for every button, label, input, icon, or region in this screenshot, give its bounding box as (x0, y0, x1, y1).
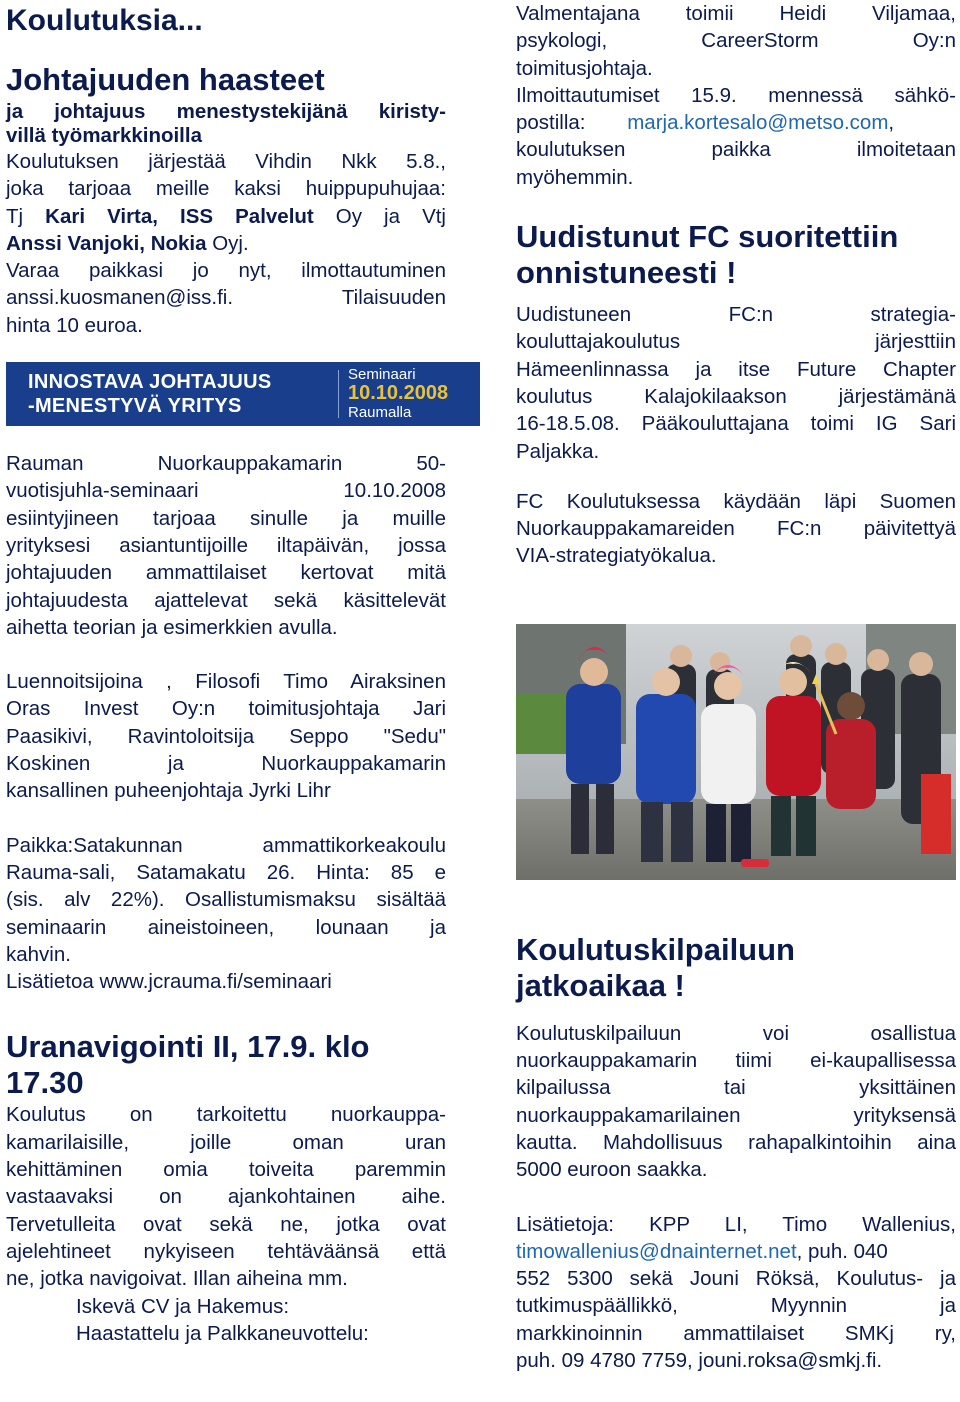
text-line: Ilmoittautumiset 15.9. mennessä sähkö- (516, 83, 956, 107)
text-line: Paikka:Satakunnan ammattikorkeakoulu (6, 833, 446, 857)
text-line: Koulutus on tarkoitettu nuorkauppa- (6, 1103, 446, 1127)
text-line: Koulutuksen järjestää Vihdin Nkk 5.8., (6, 150, 446, 173)
text-line: 16-18.5.08. Pääkouluttajana toimi IG Sari (516, 412, 956, 436)
text-line: toimitusjohtaja. (516, 56, 653, 80)
text-line (6, 203, 446, 230)
text-line: ajelehtineet nykyiseen tehtäväänsä että (6, 1239, 446, 1263)
text-line: puh. 09 4780 7759, jouni.roksa@smkj.fi. (516, 1349, 883, 1373)
title-line: 17.30 (6, 1065, 84, 1101)
text-line (516, 109, 956, 136)
text-line (516, 1238, 956, 1265)
banner-date: 10.10.2008 (348, 382, 449, 405)
banner-place: Raumalla (348, 404, 412, 422)
fc-paragraph (516, 301, 956, 465)
text-line (6, 230, 446, 257)
group-photo (516, 624, 956, 880)
text-line: Valmentajana toimii Heidi Viljamaa, (516, 2, 956, 25)
text-line: Uudistuneen FC:n strategia- (516, 303, 956, 327)
title-line: jatkoaikaa ! (516, 967, 685, 1003)
title-line: Uudistunut FC suoritettiin (516, 219, 899, 255)
subtitle-line: villä työmarkkinoilla (6, 124, 202, 147)
text-line: kouluttajakoulutus järjesttiin (516, 330, 956, 354)
seminar-paragraph (6, 450, 446, 641)
left-column (6, 0, 449, 1347)
speaker-name: Kari Virta, ISS Palvelut (45, 204, 314, 228)
text-line: markkinoinnin ammattilaiset SMKj ry, (516, 1321, 956, 1345)
banner-side-label: Seminaari (348, 366, 416, 384)
text-line: kamarilaisille, joille oman uran (6, 1130, 446, 1154)
text-line: seminaarin aineistoineen, lounaan ja (6, 915, 446, 939)
text-line: nuorkauppakamarin tiimi ei-kaupallisessa (516, 1049, 956, 1073)
text-line (6, 284, 446, 311)
fc-paragraph-2 (516, 488, 956, 570)
contact-paragraph (516, 1211, 956, 1375)
section-title-uranavigointi (6, 1029, 446, 1101)
text-line: vastaavaksi on ajankohtainen aihe. (6, 1185, 446, 1209)
section-title-johtajuus: Johtajuuden haasteet (6, 62, 325, 97)
text-line: Paljakka. (516, 439, 600, 463)
text-line: esiintyjineen tarjoaa sinulle ja muille (6, 506, 446, 530)
banner-title-line: -MENESTYVÄ YRITYS (28, 395, 242, 418)
banner-divider (338, 370, 339, 418)
email-link[interactable]: timowallenius@dnainternet.net (516, 1239, 797, 1263)
title-line: Koulutuskilpailuun (516, 931, 795, 967)
section-title-koulutuskilpailu (516, 932, 956, 1004)
text-line: yrityksesi asiantuntijoille iltapäivän, jossa (6, 533, 446, 557)
text-line: Hämeenlinnassa ja itse Future Chapter (516, 357, 956, 381)
text-line: kehittäminen omia toiveita paremmin (6, 1158, 446, 1182)
venue-paragraph (6, 832, 446, 996)
topic-item: Iskevä CV ja Hakemus: (76, 1294, 290, 1318)
text-line: Rauma-sali, Satamakatu 26. Hinta: 85 e (6, 860, 446, 884)
title-line: Uranavigointi II, 17.9. klo (6, 1029, 370, 1065)
topic-item: Haastattelu ja Palkkaneuvottelu: (76, 1321, 369, 1345)
text-line: kautta. Mahdollisuus rahapalkintoihin aina (516, 1130, 956, 1154)
title-line: onnistuneesti ! (516, 255, 737, 291)
text-line: johtajuuden ammattilaiset kertovat mitä (6, 561, 446, 585)
group-photo-image (516, 624, 956, 880)
text-line: kahvin. (6, 942, 71, 966)
text-line: 5000 euroon saakka. (516, 1158, 708, 1182)
text-line: koulutuksen paikka ilmoitetaan (516, 138, 956, 162)
text-line: Oras Invest Oy:n toimitusjohtaja Jari (6, 697, 446, 721)
text-line: VIA-strategiatyökalua. (516, 544, 717, 568)
text-line: Koulutuskilpailuun voi osallistua (516, 1021, 956, 1045)
text-line: Lisätietoja: KPP LI, Timo Wallenius, (516, 1212, 956, 1236)
text-line: psykologi, CareerStorm Oy:n (516, 29, 956, 53)
masthead: Koulutuksia... (6, 4, 203, 37)
text-line: koulutus Kalajokilaakson järjestämänä (516, 384, 956, 408)
text-line: Rauman Nuorkauppakamarin 50- (6, 452, 446, 476)
section-subtitle (6, 100, 446, 148)
text-span: , (888, 111, 895, 135)
text-line: Paasikivi, Ravintoloitsija Seppo "Sedu" (6, 724, 446, 748)
speaker-name: Anssi Vanjoki, Nokia (6, 231, 207, 255)
right-column (516, 0, 956, 1374)
text-line: Luennoitsijoina , Filosofi Timo Airaksinen (6, 670, 446, 694)
text-line: 552 5300 sekä Jouni Röksä, Koulutus- ja (516, 1267, 956, 1291)
more-info-line: Lisätietoa www.jcrauma.fi/seminaari (6, 970, 332, 994)
text-span: postilla: (516, 111, 592, 135)
kilpailu-paragraph (516, 1020, 956, 1184)
lecturers-paragraph (6, 668, 446, 804)
text-line: nuorkauppakamarilainen yrityksensä (516, 1103, 956, 1127)
banner-title-line: INNOSTAVA JOHTAJUUS (28, 371, 272, 394)
johtajuus-paragraph (6, 148, 446, 339)
text-line: aihetta teorian ja esimerkkien avulla. (6, 615, 338, 639)
subtitle-line: ja johtajuus menestystekijänä kiristy- (6, 100, 446, 123)
text-line: vuotisjuhla-seminaari 10.10.2008 (6, 479, 446, 503)
text-span: , puh. 040 (796, 1239, 888, 1263)
text-line: Varaa paikkasi jo nyt, ilmottautuminen (6, 259, 446, 283)
text-line: johtajuudesta ajattelevat sekä käsittelevät (6, 588, 446, 612)
section-title-fc (516, 219, 956, 291)
text-span: Oyj. (206, 231, 249, 255)
text-line: myöhemmin. (516, 165, 634, 189)
text-line: hinta 10 euroa. (6, 313, 143, 337)
text-span: Tilaisuuden (341, 286, 446, 310)
text-line: (sis. alv 22%). Osallistumismaksu sisältää (6, 888, 446, 912)
text-span: Tj (6, 204, 46, 228)
email-link[interactable]: anssi.kuosmanen@iss.fi. (6, 286, 234, 310)
text-line: Tervetulleita ovat sekä ne, jotka ovat (6, 1212, 446, 1236)
text-line: FC Koulutuksessa käydään läpi Suomen (516, 489, 956, 513)
text-line: tutkimuspäällikkö, Myynnin ja (516, 1294, 956, 1318)
text-line: Koskinen ja Nuorkauppakamarin (6, 752, 446, 776)
uranavigointi-paragraph (6, 1101, 446, 1347)
email-link[interactable]: marja.kortesalo@metso.com (627, 111, 889, 135)
text-line: ne, jotka navigoivat. Illan aiheina mm. (6, 1267, 348, 1291)
text-line: Nuorkauppakamareiden FC:n päivitettyä (516, 517, 956, 541)
text-line: joka tarjoaa meille kaksi huippupuhujaa: (6, 177, 446, 201)
text-span: Oy ja Vtj (313, 204, 446, 228)
text-line: kansallinen puheenjohtaja Jyrki Lihr (6, 779, 331, 803)
seminar-banner (6, 362, 480, 426)
continued-paragraph (516, 0, 956, 191)
text-line: kilpailussa tai yksittäinen (516, 1076, 956, 1100)
